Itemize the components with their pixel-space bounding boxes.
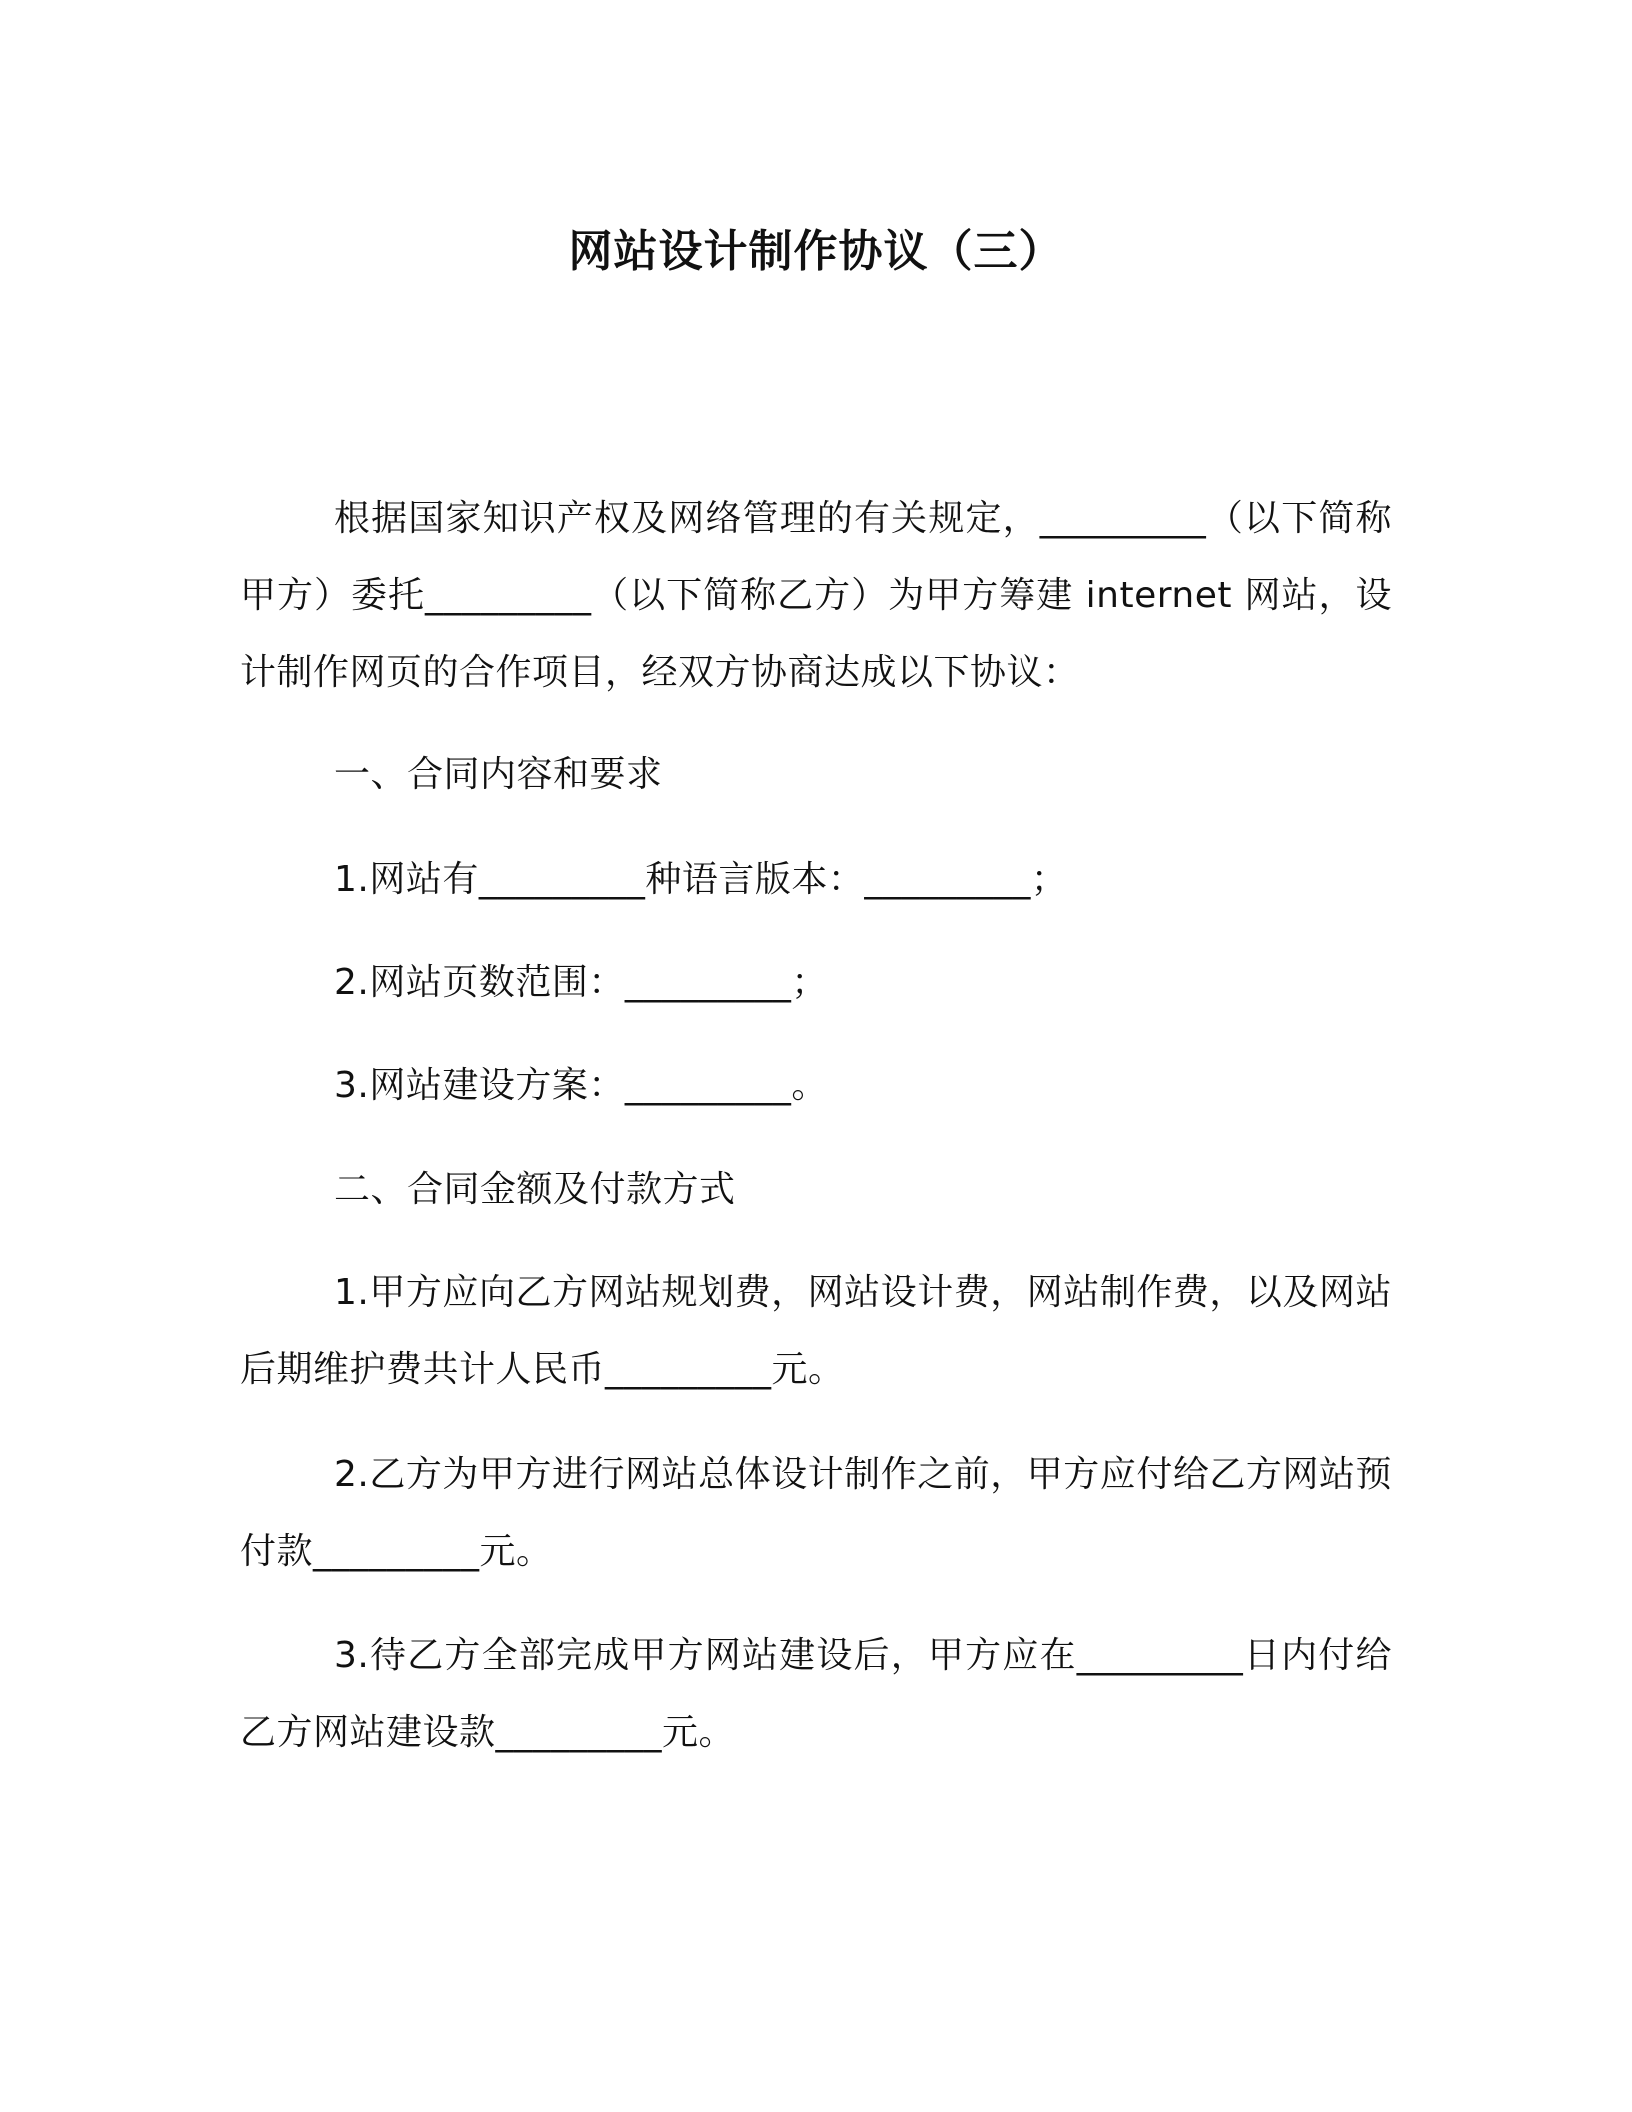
section1-item-1: 1.网站有_________种语言版本：_________； (334, 859, 1068, 900)
document-title: 网站设计制作协议（三） (568, 226, 1064, 277)
section1-item-3: 3.网站建设方案：_________。 (334, 1065, 828, 1106)
intro-paragraph: 根据国家知识产权及网络管理的有关规定，_________（以下简称甲方）委托_________（以下简称乙方）为甲方筹建 internet 网站，设计制作网页的合作项目，经双方协商达成以下协议： (240, 498, 1392, 693)
section2-item-3: 3.待乙方全部完成甲方网站建设后，甲方应在_________日内付给乙方网站建设款_________元。 (240, 1635, 1392, 1753)
section1-item-2: 2.网站页数范围：_________； (334, 962, 828, 1003)
section1-heading: 一、合同内容和要求 (334, 754, 663, 795)
section2-item-1: 1.甲方应向乙方网站规划费，网站设计费，网站制作费，以及网站后期维护费共计人民币_________元。 (240, 1272, 1392, 1390)
section2-heading: 二、合同金额及付款方式 (334, 1169, 736, 1210)
section2-item-2: 2.乙方为甲方进行网站总体设计制作之前，甲方应付给乙方网站预付款_________元。 (240, 1454, 1392, 1572)
